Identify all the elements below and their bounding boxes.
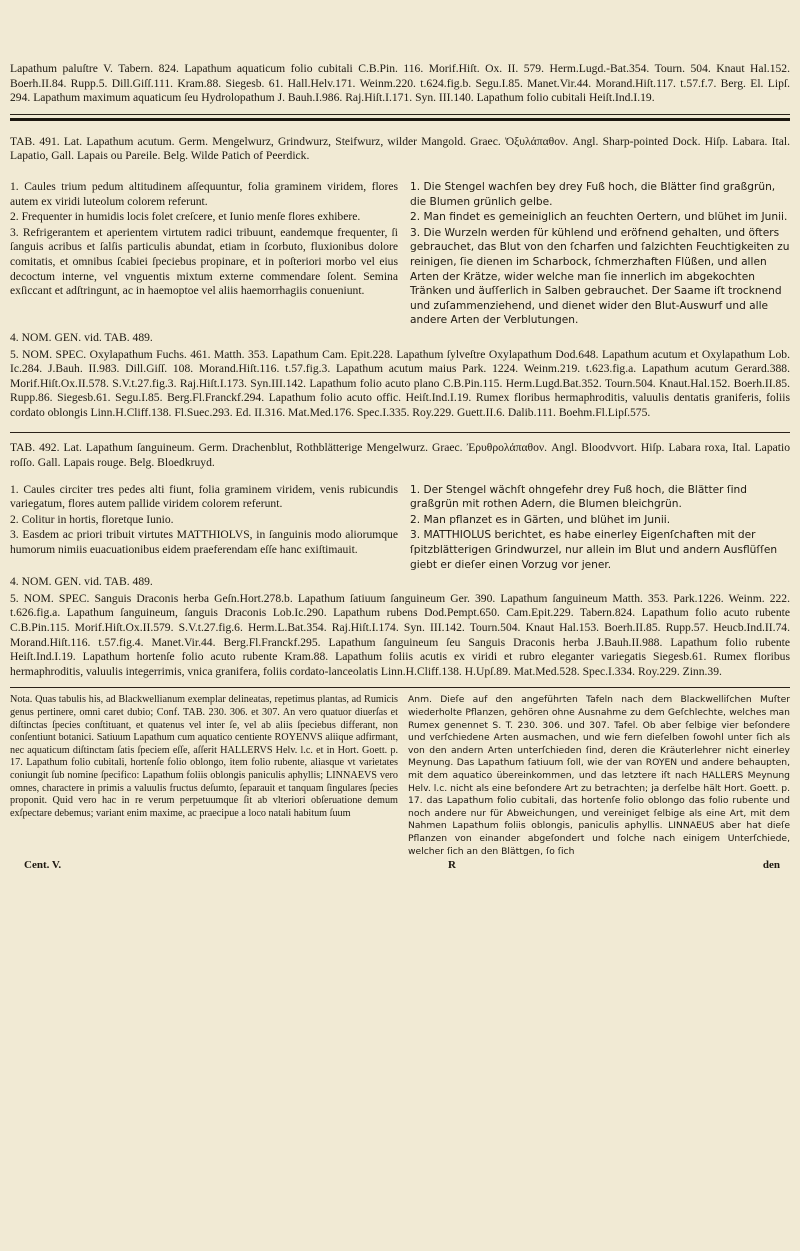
plate-491-latin-column (10, 180, 398, 329)
latin-paragraph-2: 2. Frequenter in humidis locis folet creſcere, et Iunio menſe flores exhibere. (10, 210, 361, 224)
german-paragraph-3: 3. MATTHIOLUS berichtet, es habe einerley Eigenſchaften mit der ſpitzblätterigen Grindwurzel, nur allein im Blut und andern Ausflüſſen giebt er dieſer einen Vorzug vor jener. (410, 529, 778, 571)
plate-491-header: TAB. 491. Lat. Lapathum acutum. Germ. Mengelwurz, Grindwurz, Steifwurz, wilder Mangold. Graec. Ὀξυλάπαθον. Angl. Sharp-pointed Dock. Hiſp. Labara. Ital. Lapatio, Gall. Lapais ou Pareile. Belg. Wilde Patich of Peerdick. (10, 134, 790, 163)
gathering-mark: R (448, 859, 456, 872)
german-paragraph-1: 1. Die Stengel wachſen bey drey Fuß hoch, die Blätter ſind graßgrün, die Blumen grünlich gelbe. (410, 180, 776, 208)
continued-entry-lapathum-palustre: Lapathum paluſtre V. Tabern. 824. Lapathum aquaticum folio cubitali C.B.Pin. 116. Morif.Hiſt. Ox. II. 579. Herm.Lugd.-Bat.354. Tourn. 504. Knaut Hal.152. Boerh.II.84. Rupp.5. Dill.Giſſ.111. Kram.88. Siegesb. 61. Hall.Helv.171. Weinm.220. t.624.fig.b. Segu.I.85. Manet.Vir.44. Morand.Hiſt.117. t.57.f.7. Berg. El. Lipſ. 294. Lapathum maximum aquaticum ſeu Hydrolopathum J. Bauh.I.986. Raj.Hiſt.I.171. Syn. III.140. Lapathum folio cubitali Heiſt.Ind.I.19. (10, 62, 790, 105)
section-divider (10, 432, 790, 433)
plate-492-header: TAB. 492. Lat. Lapathum ſanguineum. Germ. Drachenblut, Rothblätterige Mengelwurz. Graec. Ἐρυθρολάπαθον. Angl. Bloodvvort. Hiſp. Labara roxa, Ital. Lapatio roſſo. Gall. Lapais rouge. Belg. Bloedkruyd. (10, 441, 790, 470)
page-footer (10, 859, 790, 871)
plate-491-genus-ref: 4. NOM. GEN. vid. TAB. 489. (10, 330, 153, 344)
section-divider-thick (10, 118, 790, 121)
latin-paragraph-2: 2. Colitur in hortis, floretque Iunio. (10, 512, 174, 526)
book-page (10, 0, 790, 871)
german-paragraph-2: 2. Man findet es gemeiniglich an feuchten Oertern, und blühet im Junii. (410, 211, 788, 224)
plate-492-latin-column (10, 483, 398, 574)
plate-491-synonyms: 5. NOM. SPEC. Oxylapathum Fuchs. 461. Matth. 353. Lapathum Cam. Epit.228. Lapathum ſylveſtre Oxylapathum Dod.648. Lapathum acutum et Oxylapathum Lob. Ic.284. J.Bauh. II.983. Dill.Giſſ. 108. Morand.Hiſt.116. t.57.fig.3. Lapathum acutum maius Park. 1224. Weinm.219. t.623.fig.a. Lapathum acutum Gerard.388. Morif.Hiſt.Ox.II.578. S.V.t.27.fig.3. Raj.Hiſt.I.173. Syn.III.142. Lapathum folio acuto plano C.B.Pin.115. Herm.Lugd.Bat.352. Tourn.504. Knaut.Hal.152. Boerh.II.85. Rupp.86. Siegesb.61. Segu.I.85. Berg.Fl.Franckf.294. Lapathum folio acuto offic. Heiſt.Ind.I.19. Rumex floribus hermaphroditis, valuulis dentatis graniferis, foliis cordato oblongis Linn.H.Cliff.138. Fl.Suec.293. Ed. II.316. Mat.Med.176. Spec.I.335. Roy.229. Guett.II.6. Dalib.111. Boehm.Fl.Lipſ.575. (10, 347, 790, 419)
annotation-section (10, 694, 790, 858)
latin-paragraph-3: 3. Refrigerantem et aperientem virtutem radici tribuunt, eandemque frequenter, ſi ſanguis acribus et ſalſis particulis abundat, etiam in ſcorbuto, fluxionibus dolore comitatis, et omnibus ſcabiei ſpeciebus propinare, et in poſteriori morbo vel eius decoctum interne, vel vnguentis mixtum externe commendare ſolent. Semina exſiccant et adſtringunt, ac in haemoptoe vel aliis haemorrhagiis conueniunt. (10, 225, 398, 298)
catchword: den (762, 859, 780, 872)
latin-note: Nota. Quas tabulis his, ad Blackwellianum exemplar delineatas, repetimus plantas, ad Rumicis genus pertinere, omni caret dubio; Conf. TAB. 230. 306. et 307. An vero quatuor diuerſas et diſtinctas ſpecies conſtituant, et quatenus vel inter ſe, vel ab aliis ſpeciebus differant, non conſentiunt botanici. Satiuum Lapathum cum aquatico centiente ROYENVS aliique adfirmant, nec aquaticum diſtinctam ſatis ſpeciem eſſe, aſſerit HALLERVS Helv. l.c. et in Hort. Goett. p. 17. Lapathum folio cubitali, hortenſe folio oblongo, item folio rubente, aliasque vt varietates coniungit ſub nomine ſpecifico: Lapathum foliis oblongis paniculis aphyllis; LINNAEVS vero omnes, charactere in primis a valuulis fructus deſumto, ſeparauit et tanquam ſingulares ſpecies proponit. Quid vero hac in re verum perpetuumque ſit ab vlteriori obſeruatione demum exſpectare debemus; variant enim maxime, ac praecipue a loco natali habitum ſuum (10, 694, 398, 819)
german-paragraph-1: 1. Der Stengel wächſt ohngefehr drey Fuß hoch, die Blätter ſind graßgrün mit rothen Adern, die Blumen bleichgrün. (410, 483, 747, 511)
german-paragraph-3: 3. Die Wurzeln werden für kühlend und eröfnend gehalten, und öfters gebrauchet, das Blut von den ſcharfen und ſalzichten Feuchtigkeiten zu reinigen, ſie dienen im Scharbock, ſchmerzhaften Flüßen, und allen Arten der Krätze, wider welche man ſie innerlich im abgekochten Tränken und äuſſerlich in Salben gebrauchet. Der Saame iſt trocknend und zuſammenziehend, und dienet wider den Blut-Auswurf und alle andere Arten der Verblutungen. (410, 226, 790, 327)
german-note: Anm. Dieſe auf den angeführten Tafeln nach dem Blackwelliſchen Muſter wiederholte Pflanzen, gehören ohne Ausnahme zu dem Geſchlechte, welches man Rumex genennet S. T. 230. 306. und 307. Tafel. Ob aber ſelbige vier beſondere und verſchiedene Arten ausmachen, und wie fern dieſelben ſowohl unter ſich als von den andern Arten unterſchieden ſind, deren die Kräuterlehrer nicht einerley Meynung. Das Lapathum ſatiuum ſoll, wie der van ROYEN und andere behaupten, mit dem aquatico übereinkommen, und das letztere iſt nach HALLERS Meynung Helv. l.c. nicht als eine beſondere Art zu betrachten; ja derſelbe hält Hort. Goett. p. 17. das Lapathum folio cubitali, das hortenſe folio oblongo das folio rubente und noch andere nur für Abweichungen, und vereiniget ſelbige als eine Art, mit dem Nahmen Lapathum foliis oblongis, paniculis aphyllis. LINNAEUS aber hat dieſe Pflanzen von einander abgeſondert und ſolche nach einigem Unterſchiede, welcher ſich an den Blättgen, ſo ſich (408, 694, 790, 857)
latin-paragraph-3: 3. Easdem ac priori tribuit virtutes MATTHIOLVS, in ſanguinis modo aliorumque humorum nimiis euacuationibus eidem praeferendam eſſe hanc exiſtimauit. (10, 528, 398, 557)
plate-492-german-column (410, 483, 790, 574)
plate-492-entry (10, 441, 790, 679)
latin-paragraph-1: 1. Caules trium pedum altitudinem aſſequuntur, folia graminem viridem, flores autem ex viridi luteolum colorem referunt. (10, 179, 398, 208)
plate-492-genus-ref: 4. NOM. GEN. vid. TAB. 489. (10, 575, 153, 589)
signature-mark: Cent. V. (24, 859, 62, 872)
german-paragraph-2: 2. Man pflanzet es in Gärten, und blühet im Junii. (410, 513, 671, 526)
plate-491-german-column (410, 180, 790, 329)
section-divider (10, 114, 790, 115)
plate-492-synonyms: 5. NOM. SPEC. Sanguis Draconis herba Geſn.Hort.278.b. Lapathum ſatiuum ſanguineum Ger. 390. Lapathum ſanguineum Matth. 353. Park.1226. Weinm. 222. t.626.fig.a. Lapathum ſanguineum, ſanguis Draconis Lob.Ic.290. Lapathum rubens Dod.Pempt.650. Cam.Epit.229. Tabern.824. Lapathum folio acuto rubente C.B.Pin.115. Morif.Hiſt.Ox.II.579. S.V.t.27.fig.6. Herm.L.Bat.354. Raj.Hiſt.I.174. Syn. III.142. Tourn.504. Knaut Hal.153. Boerh.II.85. Rupp.57. Heucb.Ind.II.74. Morand.Hiſt.116. t.57.fig.4. Manet.Vir.44. Berg.Fl.Franckf.295. Lapathum ſanguineum ſeu Sanguis Draconis herba J.Bauh.II.988. Lapathum folio rubente Heiſt.Ind.I.19. Lapathum hortenſe folio acuto rubente Kram.88. Lapathum foliis acutis ex viridi et rubro eleganter variegatis Siegesb.61. Rumex floribus hermaphroditis, valuulis integerrimis, vnica granifera, foliis cordato-lanceolatis Linn.H.Cliff.138. H.Upſ.89. Mat.Med.528. Spec.I.334. Roy.229. Zinn.39. (10, 591, 790, 678)
plate-491-entry (10, 135, 790, 421)
latin-paragraph-1: 1. Caules circiter tres pedes alti fiunt, folia graminem viridem, venis rubicundis variegatum, flores autem pallide viridem colorem referunt. (10, 482, 398, 511)
section-divider (10, 687, 790, 688)
